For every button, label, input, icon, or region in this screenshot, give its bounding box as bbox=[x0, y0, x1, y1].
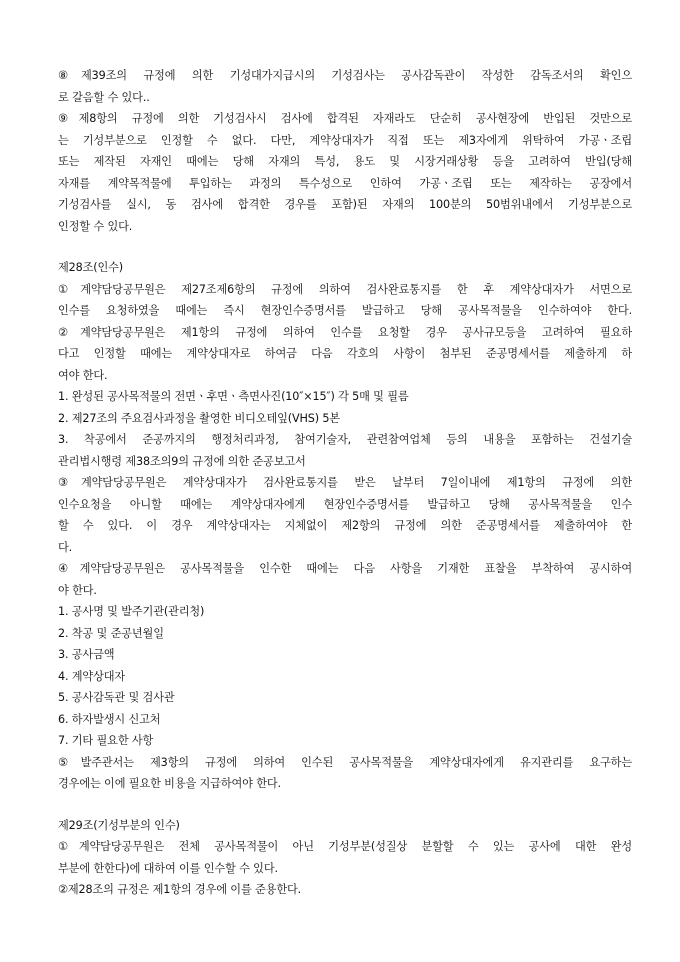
paragraph-line: 자재를 계약목적물에 투입하는 과정의 특수성으로 인하여 가공ㆍ조립 또는 제작하는 공장에서 bbox=[58, 176, 632, 190]
list-item: 6. 하자발생시 신고처 bbox=[58, 712, 161, 726]
paragraph-line: 인수요청을 아니할 때에는 계약상대자에게 현장인수증명서를 발급하고 당해 공사목적물을 인수 bbox=[58, 497, 632, 511]
paragraph-line: ④계약담당공무원은 공사목적물을 인수한 때에는 다음 사항을 기재한 표찰을 부착하여 공시하여 bbox=[58, 562, 632, 575]
document-body bbox=[58, 65, 632, 901]
list-item: 3. 착공에서 준공까지의 행정처리과정, 참여기술자, 관련참여업체 등의 내용을 포함하는 건설기술 bbox=[58, 433, 632, 446]
paragraph-line: ⑤발주관서는 제3항의 규정에 의하여 인수된 공사목적물을 계약상대자에게 유지관리를 요구하는 bbox=[58, 755, 632, 769]
list-item: 5. 공사감독관 및 검사관 bbox=[58, 691, 175, 704]
paragraph-line: 는 기성부분으로 인정할 수 없다. 다만, 계약상대자가 직접 또는 제3자에게 위탁하여 가공ㆍ조립 bbox=[58, 133, 632, 147]
paragraph-line: ①계약담당공무원은 전체 공사목적물이 아닌 기성부분(성질상 분할할 수 있는 공사에 대한 완성 bbox=[58, 840, 632, 853]
paragraph-line: 다. bbox=[58, 540, 73, 554]
list-item: 1. 공사명 및 발주기관(관리청) bbox=[58, 605, 205, 618]
paragraph-line: 할 수 있다. 이 경우 계약상대자는 지체없이 제2항의 규정에 의한 준공명세서를 제출하여야 한 bbox=[58, 519, 632, 532]
section-gap bbox=[58, 795, 632, 815]
paragraph-line: 로 갈음할 수 있다.. bbox=[58, 90, 150, 104]
paragraph-line: ⑧제39조의 규정에 의한 기성대가지급시의 기성검사는 공사감독관이 작성한 감독조서의 확인으 bbox=[58, 69, 632, 82]
paragraph-line: ⑨제8항의 규정에 의한 기성검사시 검사에 합격된 자재라도 단순히 공사현장에 반입된 것만으로 bbox=[58, 112, 632, 125]
list-item: 2. 제27조의 주요검사과정을 촬영한 비디오테잎(VHS) 5본 bbox=[58, 411, 340, 425]
article-28 bbox=[58, 257, 632, 795]
list-item: 1. 완성된 공사목적물의 전면ㆍ후면ㆍ측면사진(10″×15″) 각 5매 및 필름 bbox=[58, 390, 409, 403]
list-item: 2. 착공 및 준공년월일 bbox=[58, 626, 164, 640]
paragraph-line: 경우에는 이에 필요한 비용을 지급하여야 한다. bbox=[58, 777, 281, 790]
article-29 bbox=[58, 815, 632, 901]
paragraph-line: 인수를 요청하였을 때에는 즉시 현장인수증명서를 발급하고 당해 공사목적물을 인수하여야 한다. bbox=[58, 304, 632, 317]
list-item: 관리법시행령 제38조의9의 규정에 의한 준공보고서 bbox=[58, 454, 306, 468]
list-item: 4. 계약상대자 bbox=[58, 669, 126, 683]
article-27-continuation bbox=[58, 65, 632, 237]
article-heading: 제28조(인수) bbox=[58, 261, 123, 274]
list-item: 3. 공사금액 bbox=[58, 648, 115, 661]
paragraph-line: 인정할 수 있다. bbox=[58, 219, 133, 233]
article-heading: 제29조(기성부분의 인수) bbox=[58, 818, 180, 832]
paragraph-line: ②제28조의 규정은 제1항의 경우에 이를 준용한다. bbox=[58, 883, 302, 896]
paragraph-line: ①계약담당공무원은 제27조제6항의 규정에 의하여 검사완료통지를 한 후 계약상대자가 서면으로 bbox=[58, 282, 632, 296]
paragraph-line: 야 한다. bbox=[58, 583, 97, 597]
paragraph-line: 부분에 한한다)에 대하여 이를 인수할 수 있다. bbox=[58, 861, 278, 875]
section-gap bbox=[58, 237, 632, 257]
paragraph-line: 다고 인정할 때에는 계약상대자로 하여금 다음 각호의 사항이 첨부된 준공명세서를 제출하게 하 bbox=[58, 347, 632, 360]
paragraph-line: ②계약담당공무원은 제1항의 규정에 의하여 인수를 요청할 경우 공사규모등을 고려하여 필요하 bbox=[58, 325, 632, 339]
paragraph-line: 기성검사를 실시, 동 검사에 합격한 경우를 포함)된 자재의 100분의 50범위내에서 기성부분으로 bbox=[58, 198, 632, 211]
paragraph-line: ③계약담당공무원은 계약상대자가 검사완료통지를 받은 날부터 7일이내에 제1항의 규정에 의한 bbox=[58, 476, 632, 489]
paragraph-line: 또는 제작된 자재인 때에는 당해 자재의 특성, 용도 및 시장거래상황 등을 고려하여 반입(당해 bbox=[58, 155, 632, 168]
list-item: 7. 기타 필요한 사항 bbox=[58, 734, 154, 747]
paragraph-line: 여야 한다. bbox=[58, 368, 108, 382]
